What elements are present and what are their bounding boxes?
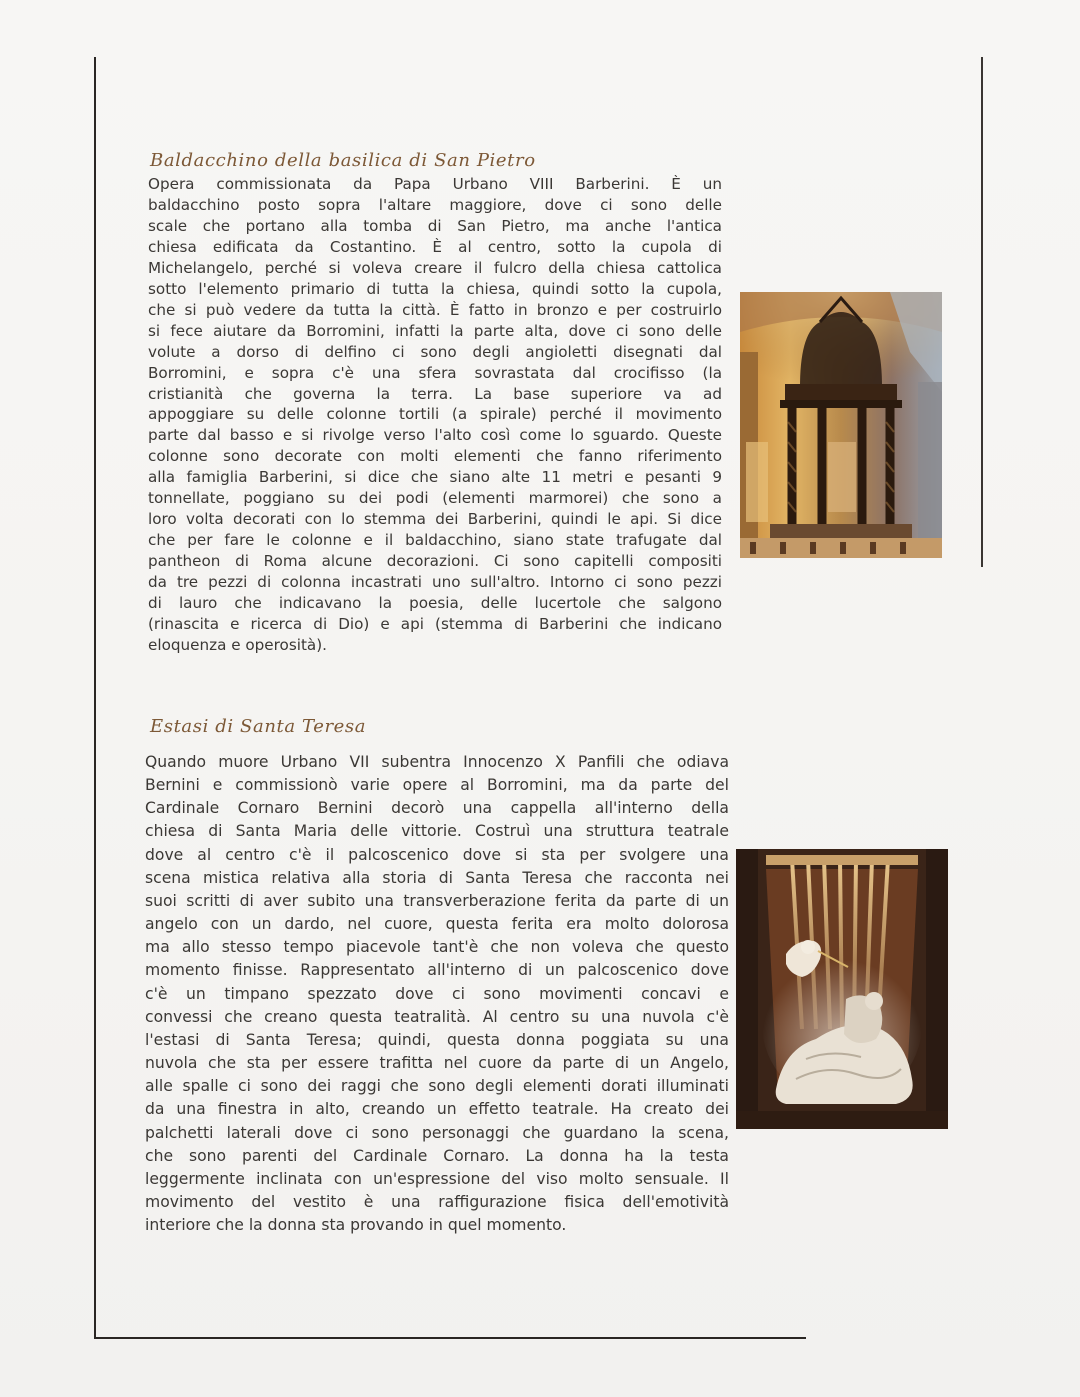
text-line: pantheon di Roma alcune decorazioni. Ci sono capitelli compositi xyxy=(148,552,722,571)
text-line: che sono parenti del Cardinale Cornaro. La donna ha la testa xyxy=(145,1146,729,1165)
text-line: volute a dorso di delfino ci sono degli angioletti disegnati dal xyxy=(148,342,722,361)
text-line: scale che portano alla tomba di San Pietro, ma anche l'antica xyxy=(148,216,722,235)
text-line: (rinascita e ricerca di Dio) e api (stemma di Barberini che indicano xyxy=(148,615,722,634)
estasi-santa-teresa-photo xyxy=(736,849,948,1129)
text-line: Michelangelo, perché si voleva creare il fulcro della chiesa cattolica xyxy=(148,258,722,277)
text-line: chiesa edificata da Costantino. È al centro, sotto la cupola di xyxy=(148,237,722,256)
text-line: ma allo stesso tempo piacevole tant'è che non voleva che questo xyxy=(145,938,729,957)
text-line: Quando muore Urbano VII subentra Innocenzo X Panfili che odiava xyxy=(145,753,729,771)
text-line: sotto l'elemento primario di tutta la chiesa, quindi sotto la cupola, xyxy=(148,279,722,298)
text-line: da una finestra in alto, creando un effetto teatrale. Ha creato dei xyxy=(145,1100,729,1119)
text-line: colonne sono decorate con molti elementi che fanno riferimento xyxy=(148,447,722,466)
text-line: da tre pezzi di colonna incastrati uno sull'altro. Intorno ci sono pezzi xyxy=(148,573,722,592)
text-line: Borromini, e sopra c'è una sfera sovrastata dal crocifisso (la xyxy=(148,363,722,382)
text-line: c'è un timpano spezzato dove ci sono movimenti concavi e xyxy=(145,984,729,1003)
section-body-baldacchino xyxy=(148,174,722,656)
text-line: baldacchino posto sopra l'altare maggiore, dove ci sono delle xyxy=(148,195,722,214)
text-line: l'estasi di Santa Teresa; quindi, questa donna poggiata su una xyxy=(145,1030,729,1049)
text-line: dove al centro c'è il palcoscenico dove si sta per svolgere una xyxy=(145,845,729,864)
section-body-estasi xyxy=(145,751,729,1237)
text-line: angelo con un dardo, nel cuore, questa ferita era molto dolorosa xyxy=(145,915,729,934)
text-line: appoggiare su delle colonne tortili (a spirale) perché il movimento xyxy=(148,405,722,424)
text-line: alla famiglia Barberini, si dice che siano alte 11 metri e pesanti 9 xyxy=(148,468,722,487)
text-line: loro volta decorati con lo stemma dei Barberini, quindi le api. Si dice xyxy=(148,510,722,529)
text-line: che per fare le colonne e il baldacchino, siano state trafugate dal xyxy=(148,531,722,550)
text-line: Bernini e commissionò varie opere al Borromini, ma da parte del xyxy=(145,776,729,795)
text-line: Opera commissionata da Papa Urbano VIII Barberini. È un xyxy=(148,175,722,193)
text-line: scena mistica relativa alla storia di Santa Teresa che racconta nei xyxy=(145,868,729,887)
text-line: tonnellate, poggiano su dei podi (elementi marmorei) che sono a xyxy=(148,489,722,508)
text-line: nuvola che sta per essere trafitta nel cuore da parte di un Angelo, xyxy=(145,1054,729,1073)
left-margin-rule xyxy=(94,57,96,1339)
text-line: chiesa di Santa Maria delle vittorie. Costruì una struttura teatrale xyxy=(145,822,729,841)
text-line: leggermente inclinata con un'espressione del viso molto sensuale. Il xyxy=(145,1169,729,1188)
text-line: palchetti laterali dove ci sono personaggi che guardano la scena, xyxy=(145,1123,729,1142)
baldacchino-photo xyxy=(740,292,942,558)
text-line: alle spalle ci sono dei raggi che sono degli elementi dorati illuminati xyxy=(145,1077,729,1096)
section-title-baldacchino: Baldacchino della basilica di San Pietro xyxy=(150,150,536,171)
bottom-rule xyxy=(94,1337,806,1339)
text-line: interiore che la donna sta provando in quel momento. xyxy=(145,1216,567,1235)
text-line: movimento del vestito è una raffigurazione fisica dell'emotività xyxy=(145,1192,729,1211)
text-line: eloquenza e operosità). xyxy=(148,635,327,654)
section-title-estasi: Estasi di Santa Teresa xyxy=(150,716,367,737)
text-line: convessi che creano questa teatralità. Al centro su una nuvola c'è xyxy=(145,1007,729,1026)
right-margin-rule xyxy=(981,57,983,567)
text-line: suoi scritti di aver subito una transverberazione ferita da parte di un xyxy=(145,891,729,910)
text-line: si fece aiutare da Borromini, infatti la parte alta, dove ci sono delle xyxy=(148,321,722,340)
text-line: Cardinale Cornaro Bernini decorò una cappella all'interno della xyxy=(145,799,729,818)
text-line: cristianità che governa la terra. La base superiore va ad xyxy=(148,384,722,403)
text-line: che si può vedere da tutta la città. È fatto in bronzo e per costruirlo xyxy=(148,300,722,319)
text-line: parte dal basso e si rivolge verso l'alto così come lo sguardo. Queste xyxy=(148,426,722,445)
text-line: di lauro che indicavano la poesia, delle lucertole che salgono xyxy=(148,594,722,613)
text-line: momento finisse. Rappresentato all'interno di un palcoscenico dove xyxy=(145,961,729,980)
